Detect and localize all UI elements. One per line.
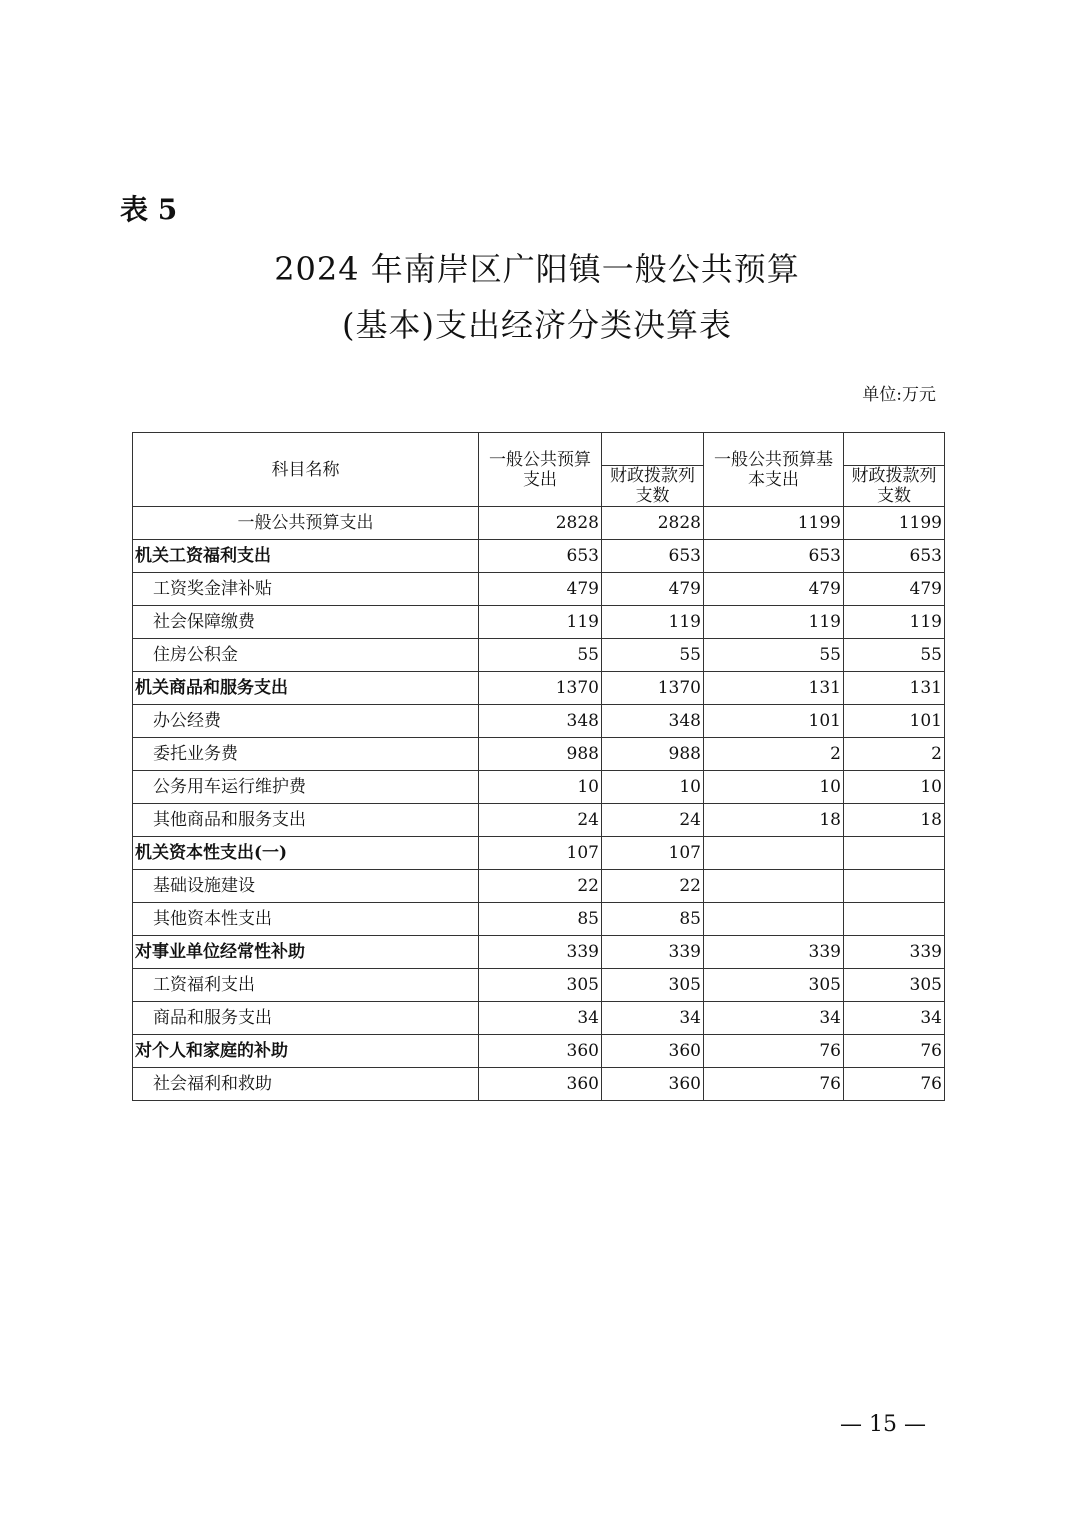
row-value-v3: 119 — [704, 606, 844, 639]
row-value-v4 — [844, 903, 945, 936]
table-row — [133, 573, 945, 606]
table-row — [133, 705, 945, 738]
row-value-v2: 360 — [602, 1035, 704, 1068]
row-subject-name: 工资福利支出 — [133, 969, 479, 1002]
row-value-v2: 24 — [602, 804, 704, 837]
row-value-v1: 55 — [479, 639, 602, 672]
row-value-v1: 24 — [479, 804, 602, 837]
row-subject-name: 机关工资福利支出 — [133, 540, 479, 573]
row-value-v3: 131 — [704, 672, 844, 705]
table-body — [133, 507, 945, 1101]
row-value-v4 — [844, 837, 945, 870]
row-value-v2: 479 — [602, 573, 704, 606]
row-value-v2: 339 — [602, 936, 704, 969]
table-row — [133, 507, 945, 540]
row-value-v1: 360 — [479, 1035, 602, 1068]
table-row — [133, 540, 945, 573]
row-subject-name: 社会保障缴费 — [133, 606, 479, 639]
row-subject-name: 社会福利和救助 — [133, 1068, 479, 1101]
row-subject-name: 一般公共预算支出 — [133, 507, 479, 540]
row-value-v3: 76 — [704, 1035, 844, 1068]
page-number: — 15 — — [840, 1412, 926, 1437]
row-value-v2: 305 — [602, 969, 704, 1002]
row-value-v1: 1370 — [479, 672, 602, 705]
row-value-v1: 479 — [479, 573, 602, 606]
row-value-v1: 22 — [479, 870, 602, 903]
row-value-v1: 85 — [479, 903, 602, 936]
row-subject-name: 住房公积金 — [133, 639, 479, 672]
expenditure-table — [132, 432, 945, 1101]
row-value-v1: 34 — [479, 1002, 602, 1035]
row-value-v2: 85 — [602, 903, 704, 936]
table-row — [133, 936, 945, 969]
row-subject-name: 机关商品和服务支出 — [133, 672, 479, 705]
row-value-v2: 107 — [602, 837, 704, 870]
row-value-v2: 2828 — [602, 507, 704, 540]
row-value-v4: 55 — [844, 639, 945, 672]
row-value-v4: 34 — [844, 1002, 945, 1035]
row-subject-name: 商品和服务支出 — [133, 1002, 479, 1035]
row-value-v1: 988 — [479, 738, 602, 771]
header-basic-expense: 一般公共预算基本支出 — [704, 433, 844, 507]
table-row — [133, 870, 945, 903]
table-row — [133, 903, 945, 936]
row-value-v3: 18 — [704, 804, 844, 837]
row-subject-name: 基础设施建设 — [133, 870, 479, 903]
row-value-v3: 76 — [704, 1068, 844, 1101]
row-subject-name: 委托业务费 — [133, 738, 479, 771]
row-value-v2: 360 — [602, 1068, 704, 1101]
row-value-v4: 76 — [844, 1035, 945, 1068]
table-row — [133, 804, 945, 837]
row-value-v2: 34 — [602, 1002, 704, 1035]
table-row — [133, 672, 945, 705]
row-value-v4: 10 — [844, 771, 945, 804]
row-value-v4: 339 — [844, 936, 945, 969]
row-value-v3: 339 — [704, 936, 844, 969]
header-spacer-2 — [844, 433, 945, 466]
row-value-v1: 2828 — [479, 507, 602, 540]
table-row — [133, 1002, 945, 1035]
row-value-v3 — [704, 837, 844, 870]
row-value-v2: 55 — [602, 639, 704, 672]
row-value-v3: 305 — [704, 969, 844, 1002]
row-subject-name: 其他商品和服务支出 — [133, 804, 479, 837]
document-title-line2: (基本)支出经济分类决算表 — [342, 306, 732, 344]
row-value-v4: 18 — [844, 804, 945, 837]
row-value-v1: 653 — [479, 540, 602, 573]
row-value-v1: 10 — [479, 771, 602, 804]
row-value-v2: 1370 — [602, 672, 704, 705]
row-value-v4: 479 — [844, 573, 945, 606]
row-value-v4: 76 — [844, 1068, 945, 1101]
header-fiscal-allocation-2: 财政拨款列支数 — [844, 466, 945, 507]
row-value-v1: 339 — [479, 936, 602, 969]
row-value-v1: 348 — [479, 705, 602, 738]
table-row — [133, 1068, 945, 1101]
row-value-v4: 2 — [844, 738, 945, 771]
row-subject-name: 其他资本性支出 — [133, 903, 479, 936]
header-spacer-1 — [602, 433, 704, 466]
table-header — [133, 433, 945, 507]
table-row — [133, 1035, 945, 1068]
row-value-v3: 653 — [704, 540, 844, 573]
row-value-v4: 131 — [844, 672, 945, 705]
table-row — [133, 837, 945, 870]
table-row — [133, 606, 945, 639]
row-value-v3: 55 — [704, 639, 844, 672]
row-value-v4: 305 — [844, 969, 945, 1002]
row-value-v3 — [704, 870, 844, 903]
unit-label: 单位:万元 — [862, 385, 936, 405]
row-value-v4: 101 — [844, 705, 945, 738]
row-value-v3: 34 — [704, 1002, 844, 1035]
table-row — [133, 639, 945, 672]
row-value-v1: 107 — [479, 837, 602, 870]
row-value-v2: 348 — [602, 705, 704, 738]
header-fiscal-allocation-1: 财政拨款列支数 — [602, 466, 704, 507]
row-value-v1: 305 — [479, 969, 602, 1002]
row-value-v3: 479 — [704, 573, 844, 606]
row-subject-name: 工资奖金津补贴 — [133, 573, 479, 606]
row-value-v2: 653 — [602, 540, 704, 573]
row-subject-name: 办公经费 — [133, 705, 479, 738]
row-value-v4: 119 — [844, 606, 945, 639]
row-value-v3: 10 — [704, 771, 844, 804]
row-subject-name: 对事业单位经常性补助 — [133, 936, 479, 969]
row-value-v1: 360 — [479, 1068, 602, 1101]
table-row — [133, 771, 945, 804]
row-value-v4: 1199 — [844, 507, 945, 540]
row-value-v3: 101 — [704, 705, 844, 738]
table-label: 表 5 — [120, 193, 178, 226]
row-value-v3 — [704, 903, 844, 936]
row-value-v4: 653 — [844, 540, 945, 573]
table-row — [133, 738, 945, 771]
row-value-v4 — [844, 870, 945, 903]
header-subject: 科目名称 — [133, 433, 479, 507]
row-value-v2: 119 — [602, 606, 704, 639]
row-subject-name: 机关资本性支出(一) — [133, 837, 479, 870]
row-subject-name: 公务用车运行维护费 — [133, 771, 479, 804]
row-subject-name: 对个人和家庭的补助 — [133, 1035, 479, 1068]
row-value-v1: 119 — [479, 606, 602, 639]
row-value-v3: 2 — [704, 738, 844, 771]
document-title-line1: 2024 年南岸区广阳镇一般公共预算 — [274, 250, 800, 288]
row-value-v2: 22 — [602, 870, 704, 903]
row-value-v2: 10 — [602, 771, 704, 804]
header-general-expense: 一般公共预算支出 — [479, 433, 602, 507]
row-value-v3: 1199 — [704, 507, 844, 540]
table-row — [133, 969, 945, 1002]
row-value-v2: 988 — [602, 738, 704, 771]
